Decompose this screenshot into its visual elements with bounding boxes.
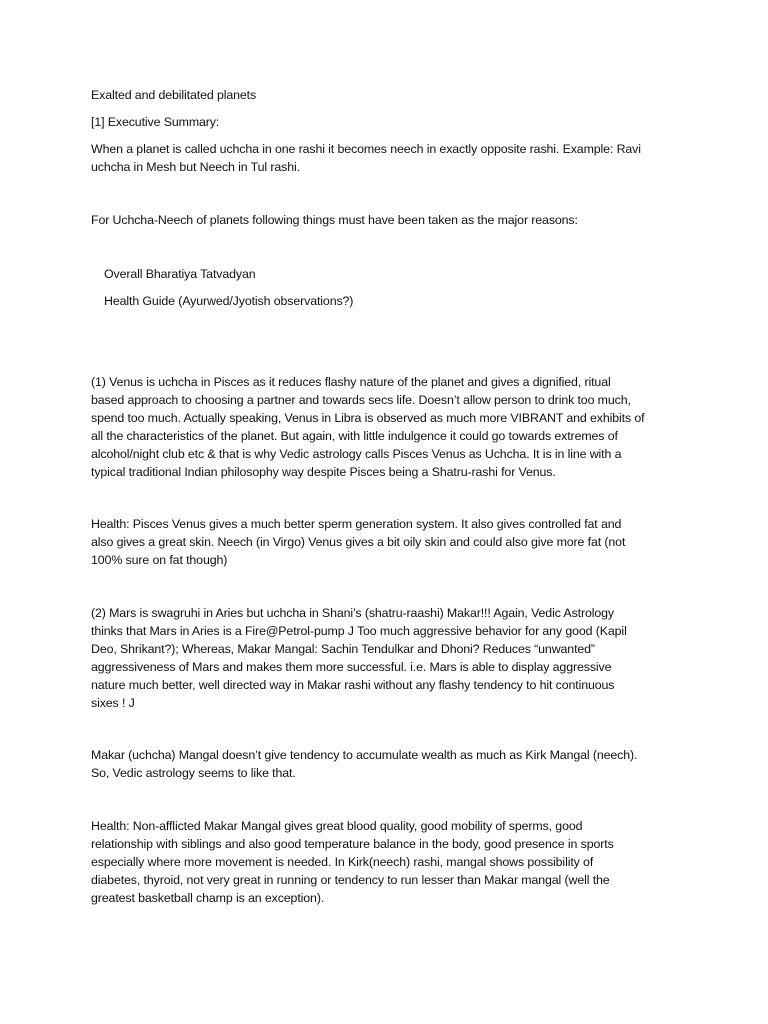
text-line: based approach to choosing a partner and towards secs life. Doesn’t allow person to drink too much,	[91, 393, 631, 407]
text-line: So, Vedic astrology seems to like that.	[91, 766, 296, 780]
text-line: greatest basketball champ is an exception).	[91, 891, 325, 905]
text-line: uchcha in Mesh but Neech in Tul rashi.	[91, 160, 300, 174]
document-title: Exalted and debilitated planets	[91, 88, 257, 102]
reason-item: Health Guide (Ayurwed/Jyotish observations?)	[104, 294, 354, 308]
text-line: aggressiveness of Mars and makes them more successful. i.e. Mars is able to display aggressive	[91, 660, 612, 674]
text-line: (1) Venus is uchcha in Pisces as it reduces flashy nature of the planet and gives a dignified, ritual	[91, 375, 611, 389]
reason-item: Overall Bharatiya Tatvadyan	[104, 267, 256, 281]
text-line: alcohol/night club etc & that is why Vedic astrology calls Pisces Venus as Uchcha. It is in line with a	[91, 447, 622, 461]
text-line: Health: Pisces Venus gives a much better sperm generation system. It also gives controlled fat and	[91, 517, 622, 531]
text-line: When a planet is called uchcha in one rashi it becomes neech in exactly opposite rashi. Example: Ravi	[91, 142, 641, 156]
text-line: thinks that Mars in Aries is a Fire@Petrol-pump J Too much aggressive behavior for any good (Kapil	[91, 624, 627, 638]
text-line: sixes ! J	[91, 696, 135, 710]
text-line: typical traditional Indian philosophy way despite Pisces being a Shatru-rashi for Venus.	[91, 465, 556, 479]
text-line: Deo, Shrikant?); Whereas, Makar Mangal: Sachin Tendulkar and Dhoni? Reduces “unwanted”	[91, 642, 595, 656]
text-line: spend too much. Actually speaking, Venus in Libra is observed as much more VIBRANT and exhibits of	[91, 411, 645, 425]
text-line: (2) Mars is swagruhi in Aries but uchcha in Shani’s (shatru-raashi) Makar!!! Again, Vedic Astrology	[91, 606, 614, 620]
text-line: nature much better, well directed way in Makar rashi without any flashy tendency to hit continuous	[91, 678, 615, 692]
reasons-intro: For Uchcha-Neech of planets following things must have been taken as the major reasons:	[91, 213, 578, 227]
text-line: relationship with siblings and also good temperature balance in the body, good presence in sports	[91, 837, 614, 851]
text-line: Makar (uchcha) Mangal doesn’t give tendency to accumulate wealth as much as Kirk Mangal (neech).	[91, 748, 638, 762]
text-line: diabetes, thyroid, not very great in running or tendency to run lesser than Makar mangal (well the	[91, 873, 610, 887]
text-line: all the characteristics of the planet. But again, with little indulgence it could go towards extremes of	[91, 429, 618, 443]
text-line: 100% sure on fat though)	[91, 553, 228, 567]
text-line: especially where more movement is needed. In Kirk(neech) rashi, mangal shows possibility of	[91, 855, 594, 869]
section-heading: [1] Executive Summary:	[91, 115, 220, 129]
text-line: Health: Non-afflicted Makar Mangal gives great blood quality, good mobility of sperms, good	[91, 819, 583, 833]
text-line: also gives a great skin. Neech (in Virgo) Venus gives a bit oily skin and could also give more fat (not	[91, 535, 626, 549]
